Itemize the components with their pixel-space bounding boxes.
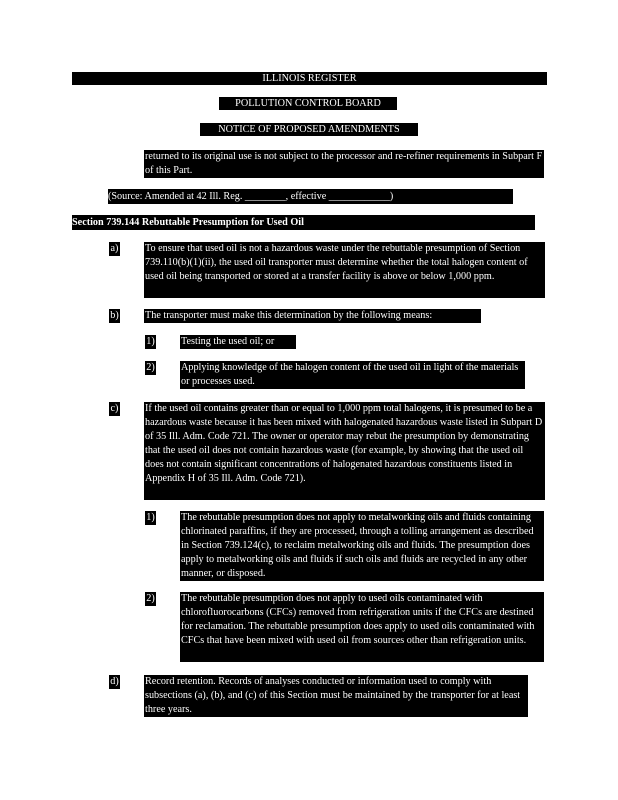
item-d-label: d) xyxy=(110,676,119,687)
item-c1-label: 1) xyxy=(146,512,155,523)
item-c-text: If the used oil contains greater than or equal to 1,000 ppm total halogens, it is presumed to be a hazardous waste because it has been mixed with halogenated hazardous waste listed in Subpart D of 35 Ill. Adm. Code 721. The owner or operator may rebut the presumption by demonstrating that the used oil does not contain hazardous waste (for example, by showing that the used oil does not contain significant concentrations of halogenated hazardous constituents listed in Appendix H of 35 Ill. Adm. Code 721). xyxy=(144,402,545,500)
item-b1-text: Testing the used oil; or xyxy=(180,335,296,349)
item-c-label: c) xyxy=(110,403,119,414)
item-b-label: b) xyxy=(110,310,119,321)
item-a-label: a) xyxy=(110,243,119,254)
item-c2-label: 2) xyxy=(146,593,155,604)
item-b1-label: 1) xyxy=(146,336,155,347)
item-b2-label: 2) xyxy=(146,362,155,373)
continuation-paragraph: returned to its original use is not subject to the processor and re-refiner requirements in Subpart F of this Part. xyxy=(145,151,543,176)
notice-header: NOTICE OF PROPOSED AMENDMENTS xyxy=(200,123,418,136)
item-c2-text: The rebuttable presumption does not apply to used oils contaminated with chlorofluorocarbons (CFCs) removed from refrigeration units if the CFCs are destined for reclamation. The rebuttable presumption does apply to used oils contaminated with CFCs that have been mixed with used oil from sources other than refrigeration units. xyxy=(180,592,544,662)
source-note: (Source: Amended at 42 Ill. Reg. ________, effective ____________) xyxy=(108,189,513,204)
item-c1-text: The rebuttable presumption does not apply to metalworking oils and fluids containing chlorinated paraffins, if they are processed, through a tolling arrangement as described in Section 739.124(c), to reclaim metalworking oils and fluids. The presumption does apply to metalworking oils and fluids if such oils and fluids are recycled in any other manner, or disposed. xyxy=(180,511,544,581)
item-b2-text: Applying knowledge of the halogen content of the used oil in light of the materials or processes used. xyxy=(180,361,525,389)
item-d-text: Record retention. Records of analyses conducted or information used to comply with subsections (a), (b), and (c) of this Section must be maintained by the transporter for at least three years. xyxy=(144,675,528,717)
section-heading: Section 739.144 Rebuttable Presumption for Used Oil xyxy=(72,215,535,230)
register-header: ILLINOIS REGISTER xyxy=(72,72,547,85)
item-b-text: The transporter must make this determination by the following means: xyxy=(144,309,481,323)
item-a-text: To ensure that used oil is not a hazardous waste under the rebuttable presumption of Section 739.110(b)(1)(ii), the used oil transporter must determine whether the total halogen content of used oil being transported or stored at a transfer facility is above or below 1,000 ppm. xyxy=(144,242,545,298)
board-header: POLLUTION CONTROL BOARD xyxy=(219,97,397,110)
